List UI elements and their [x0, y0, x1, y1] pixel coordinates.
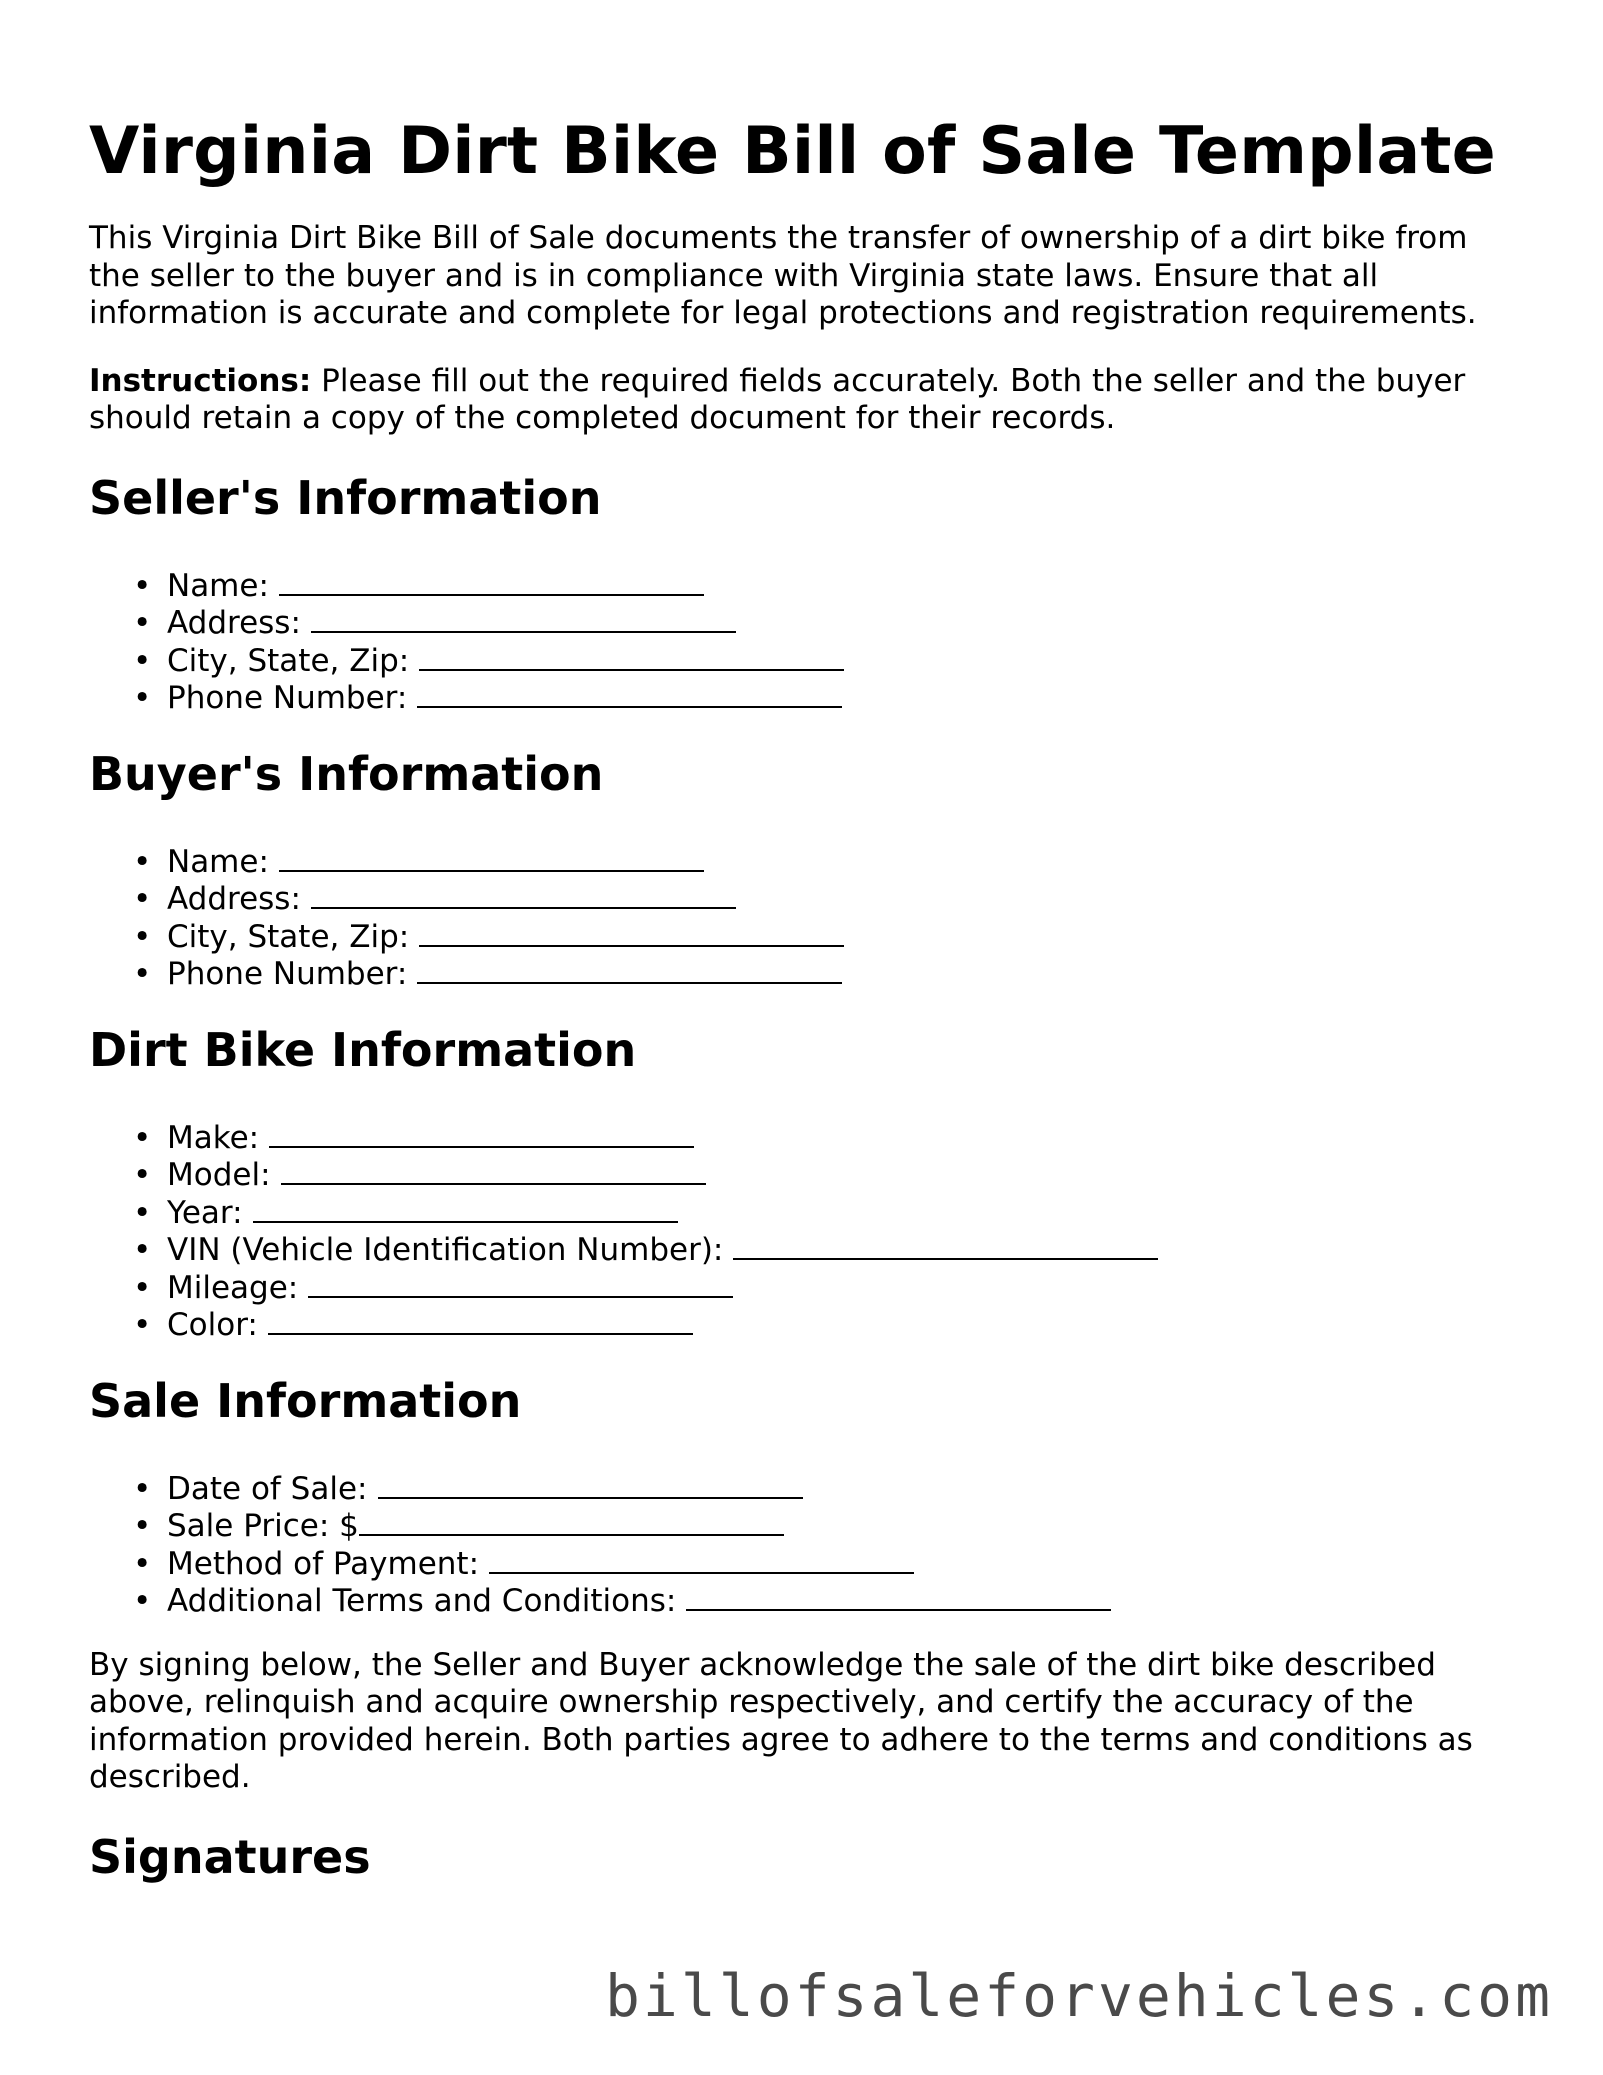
field-label: City, State, Zip:: [167, 918, 410, 955]
field-label: Year:: [167, 1194, 243, 1231]
bike-year-blank[interactable]: [253, 1195, 678, 1223]
bullet-icon: •: [133, 1194, 152, 1231]
seller-address-blank[interactable]: [311, 605, 736, 633]
field-label: VIN (Vehicle Identification Number):: [167, 1232, 724, 1268]
field-label: Color:: [167, 1307, 258, 1343]
signatures-section-heading: Signatures: [89, 1829, 371, 1884]
buyer-phone-blank[interactable]: [417, 956, 842, 984]
watermark: billofsaleforvehicles.com: [605, 1962, 1553, 2030]
field-label: Mileage:: [167, 1269, 299, 1306]
bike-section-heading: Dirt Bike Information: [89, 1022, 637, 1077]
instructions-text: Please fill out the required fields accurately. Both the seller and the buyer should retain a copy of the completed document for their records.: [89, 362, 1466, 436]
buyer-city-state-zip-item: [89, 919, 1519, 957]
buyer-section-heading: Buyer's Information: [89, 746, 604, 801]
buyer-city-state-zip-blank[interactable]: [419, 919, 844, 947]
field-label: Address:: [167, 605, 301, 641]
sale-payment-method-item: [89, 1546, 1519, 1584]
field-label: Phone Number:: [167, 956, 408, 992]
sale-payment-method-blank[interactable]: [489, 1546, 914, 1574]
bullet-icon: •: [133, 1119, 152, 1156]
bullet-icon: •: [133, 680, 152, 716]
field-label: Name:: [167, 567, 269, 604]
seller-phone-blank[interactable]: [417, 680, 842, 708]
seller-city-state-zip-item: [89, 643, 1519, 681]
buyer-address-item: [89, 881, 1519, 919]
bike-field-list: [89, 1120, 1519, 1345]
bike-make-item: [89, 1120, 1519, 1158]
buyer-name-item: [89, 844, 1519, 882]
field-label: Address:: [167, 881, 301, 917]
field-label: Phone Number:: [167, 680, 408, 716]
sale-date-blank[interactable]: [378, 1471, 803, 1499]
field-label: City, State, Zip:: [167, 642, 410, 679]
bike-color-item: [89, 1307, 1519, 1345]
intro-paragraph: This Virginia Dirt Bike Bill of Sale documents the transfer of ownership of a dirt bike from the seller to the buyer and is in compliance with Virginia state laws. Ensure that all information is accurate and complete for legal protections and registration requirements.: [89, 220, 1477, 331]
bullet-icon: •: [133, 1307, 152, 1343]
bullet-icon: •: [133, 1508, 152, 1544]
bike-make-blank[interactable]: [269, 1120, 694, 1148]
buyer-address-blank[interactable]: [311, 881, 736, 909]
seller-city-state-zip-blank[interactable]: [419, 643, 844, 671]
bullet-icon: •: [133, 642, 152, 679]
seller-phone-item: [89, 680, 1519, 718]
seller-field-list: [89, 568, 1519, 718]
buyer-name-blank[interactable]: [279, 844, 704, 872]
page-title: Virginia Dirt Bike Bill of Sale Template: [89, 114, 1496, 189]
sale-additional-terms-blank[interactable]: [686, 1583, 1111, 1611]
bullet-icon: •: [133, 1232, 152, 1268]
bullet-icon: •: [133, 567, 152, 604]
acknowledgement-paragraph: By signing below, the Seller and Buyer acknowledge the sale of the dirt bike described above, relinquish and acquire ownership respectively, and certify the accuracy of the information provided herein. Both parties agree to adhere to the terms and conditions as described.: [89, 1646, 1473, 1795]
seller-name-blank[interactable]: [279, 568, 704, 596]
bullet-icon: •: [133, 1583, 152, 1619]
bike-color-blank[interactable]: [268, 1307, 693, 1335]
field-label: Method of Payment:: [167, 1545, 480, 1582]
bullet-icon: •: [133, 881, 152, 917]
bike-vin-blank[interactable]: [733, 1232, 1158, 1260]
bullet-icon: •: [133, 1470, 152, 1507]
bullet-icon: •: [133, 1269, 152, 1306]
bullet-icon: •: [133, 956, 152, 992]
bike-mileage-item: [89, 1270, 1519, 1308]
bullet-icon: •: [133, 1157, 152, 1193]
bike-mileage-blank[interactable]: [308, 1270, 733, 1298]
sale-section-heading: Sale Information: [89, 1373, 522, 1428]
buyer-field-list: [89, 844, 1519, 994]
instructions-label: Instructions:: [89, 362, 312, 399]
sale-date-item: [89, 1471, 1519, 1509]
seller-address-item: [89, 605, 1519, 643]
field-label: Additional Terms and Conditions:: [167, 1583, 677, 1619]
instructions-paragraph: [89, 363, 1519, 438]
sale-price-blank[interactable]: [359, 1508, 784, 1536]
field-label: Date of Sale:: [167, 1470, 368, 1507]
bike-model-item: [89, 1157, 1519, 1195]
bullet-icon: •: [133, 918, 152, 955]
field-label: Name:: [167, 843, 269, 880]
sale-price-item: [89, 1508, 1519, 1546]
seller-name-item: [89, 568, 1519, 606]
bike-vin-item: [89, 1232, 1519, 1270]
bullet-icon: •: [133, 1545, 152, 1582]
field-label: Sale Price: $: [167, 1508, 359, 1544]
seller-section-heading: Seller's Information: [89, 470, 602, 525]
field-label: Make:: [167, 1119, 260, 1156]
bike-year-item: [89, 1195, 1519, 1233]
document-page: [89, 108, 1519, 1927]
bike-model-blank[interactable]: [281, 1157, 706, 1185]
bullet-icon: •: [133, 605, 152, 641]
buyer-phone-item: [89, 956, 1519, 994]
sale-field-list: [89, 1471, 1519, 1621]
bullet-icon: •: [133, 843, 152, 880]
field-label: Model:: [167, 1157, 271, 1193]
sale-additional-terms-item: [89, 1583, 1519, 1621]
